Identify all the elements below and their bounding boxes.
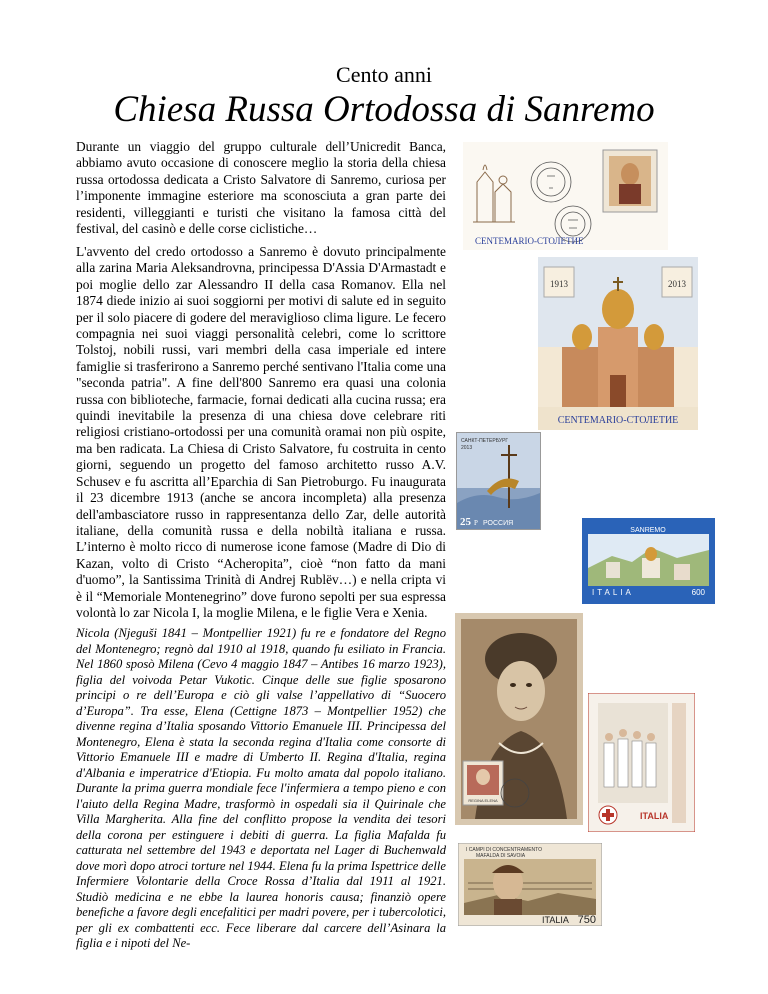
russia-stamp — [456, 432, 541, 530]
main-text: L'avvento del credo ortodosso a Sanremo è dovuto principalmente alla zarina Maria Aleksandrovna, principessa D'Assia D'Armastadt e poi moglie dello zar Alessandro II della casa Romanov. Ella nel 1874 diede inizio ai suoi soggiorni per motivi di salute ed in seguito per il solo piacere di godere del meraviglioso clima ligure. Le fecero compagnia nei suoi viaggi personalità celebri, come lo scrittore Tolstoj, nobili russi, vari membri della casa imperiale ed intere famiglie si trasferirono a Sanremo perché sentivano l'Italia come una "seconda patria". A fine dell'800 Sanremo era quasi una colonia russa con biblioteche, farmacie, fornai dedicati alla cucina russa; era quindi inevitabile la presenza di una chiesa dove celebrare riti religiosi cristiano-ortodossi per una comunità oramai non più ospite, ma ben radicata. La Chiesa di Cristo Salvatore, fu costruita in cento giorni, seguendo un progetto del famoso architetto russo A.V. Schusev e fu ascritta all’Eparchia di San Pietroburgo. Fu inaugurata il 23 dicembre 1913 (anche se ancora incompleta) alla presenza dell'ambasciatore russo in rappresentanza dello Zar, delle autorità italiane, della comunità russa e della nobiltà italiana e russa. L’interno è molto ricco di numerose icone famose (Madre di Dio di Kazan, volto di Cristo “Acheropita”, cioè “non fatto da mani d'uomo”, la Santissima Trinità di Andrej Rublëv…) e nella cripta vi è il “Memoriale Montenegrino” dove furono sepolti per sua espressa volontà lo zar Nicola I, la moglie Milena, e le figlie Vera e Xenia. — [76, 244, 446, 620]
sanremo-stamp — [582, 518, 715, 604]
red-cross-stamp-country: ITALIA — [640, 811, 669, 821]
main-paragraph — [76, 244, 446, 621]
portrait-stamp-label: REGINA ELENA — [468, 798, 498, 803]
mafalda-stamp-header-2: MAFALDA DI SAVOIA — [476, 853, 526, 859]
church-postcard — [538, 257, 698, 430]
russia-stamp-year: 2013 — [461, 445, 473, 451]
page-subtitle: Cento anni — [336, 62, 432, 87]
church-year-left: 1913 — [550, 279, 568, 289]
mafalda-stamp — [458, 843, 602, 926]
biography-text: Nicola (Njeguši 1841 – Montpellier 1921) fu re e fondatore del Regno del Montenegro; regnò dal 1910 al 1918, quando fu esiliato in Francia. Nel 1860 sposò Milena (Cevo 4 maggio 1847 – Antibes 16 marzo 1923), figlia del voivoda Petar Vukotic. Cinque delle sue figlie sposarono principi o re dell’Europa e ciò gli valse l’appellativo di “Suocero d’Europa”. Tra esse, Elena (Cettigne 1873 – Montpellier 1952) che divenne regina d’Italia sposando Vittorio Emanuele III. Principessa del Montenegro, Elena è stata la seconda regina d'Italia come consorte di Vittorio Emanuele III e madre di Umberto II. Regina d'Italia, regina d'Albania e imperatrice d'Etiopia. Fu molto amata dal popolo italiano. Durante la prima guerra mondiale fece l'infermiera a tempo pieno e con l'aiuto della Regina Madre, trasformò in ospedali sia il Quirinale che Villa Margherita. Alla fine del conflitto propose la vendita dei tesori della corona per estinguere i debiti di guerra. La figlia Mafalda fu catturata nel settembre del 1943 e deportata nel Lager di Buchenwald dove morì dopo atroci torture nel 1944. Elena fu la prima Ispettrice delle Infermiere Volontarie della Croce Rossa d’Italia dal 1911 al 1921. Studiò medicina e ne ebbe la laurea honoris causa; finanziò opere benefiche a favore degli encefalitici per madri povere, per i tubercolotici, per gli ex combattenti ecc. Fece liberare dal carcere dell’Asinara la figlia e i nipoti del Ne- — [76, 626, 447, 950]
sanremo-stamp-top-label: SANREMO — [630, 527, 666, 534]
church-year-right: 2013 — [668, 279, 686, 289]
first-day-cover — [463, 142, 668, 250]
russia-stamp-country: РОССИЯ — [483, 520, 514, 527]
cover-caption: CENTEMARIO-СТОЛЕТИЕ — [475, 236, 584, 246]
mafalda-stamp-value: 750 — [577, 914, 596, 926]
sanremo-stamp-country: ITALIA — [592, 588, 634, 597]
biography-note — [76, 626, 446, 952]
intro-text: Durante un viaggio del gruppo culturale dell’Unicredit Banca, abbiamo avuto occasione di conoscere meglio la storia della chiesa russa ortodossa dedicata a Cristo Salvatore di Sanremo, curiosa per l’imponente immagine esteriore ma sconosciuta a gran parte dei residenti, villeggianti e turisti che visitano la famosa città del festival, del casinò e delle corse ciclistiche… — [76, 139, 446, 237]
mafalda-stamp-illustration — [458, 843, 602, 926]
red-cross-stamp-illustration — [588, 693, 695, 832]
russia-stamp-value: 25 — [460, 516, 471, 528]
russia-stamp-top-label: САНКТ-ПЕТЕРБУРГ — [461, 438, 509, 444]
russia-stamp-unit: Р — [474, 519, 478, 527]
intro-paragraph — [76, 139, 446, 237]
church-caption: CENTEMARIO-СТОЛЕТИЕ — [557, 415, 679, 426]
queen-elena-postcard — [455, 613, 583, 825]
russia-stamp-illustration — [457, 433, 540, 529]
queen-portrait-illustration — [455, 613, 583, 825]
mafalda-stamp-header-1: I CAMPI DI CONCENTRAMENTO — [466, 847, 543, 853]
page-title: Chiesa Russa Ortodossa di Sanremo — [113, 89, 655, 130]
sanremo-stamp-value: 600 — [691, 588, 705, 597]
mafalda-stamp-country: ITALIA — [542, 915, 569, 925]
church-illustration — [538, 257, 698, 430]
sanremo-stamp-illustration — [582, 518, 715, 604]
red-cross-stamp — [588, 693, 695, 832]
cover-illustration — [463, 142, 668, 250]
